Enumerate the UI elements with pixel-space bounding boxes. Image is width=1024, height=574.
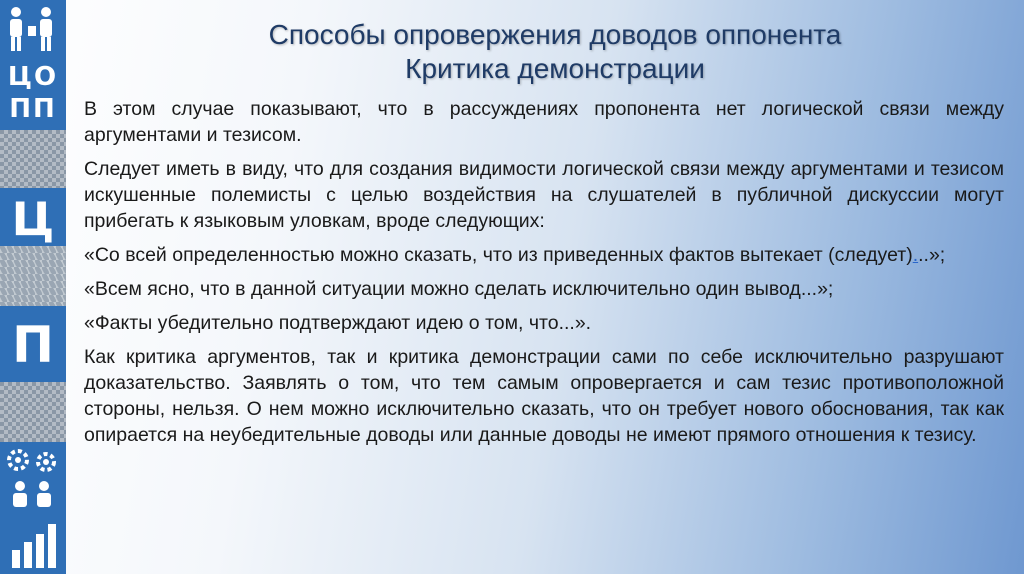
gears-tile (0, 442, 66, 514)
paragraph-6: Как критика аргументов, так и критика демонстрации сами по себе исключительно разрушают доказательство. Заявлять о том, что тем самым опровергается и сам тезис противоположной стороны, нельзя. О нем можно исключительно сказать, что он требует нового обоснования, так как опирается на неубедительные доводы или данные доводы не имеют прямого отношения к тезису. (84, 346, 1004, 446)
people-icon (0, 0, 66, 58)
people-icon-tile (0, 0, 66, 58)
bar-chart-icon (0, 514, 66, 574)
paragraph-3-text: «Со всей определенностью можно сказать, что из приведенных фактов вытекает (следует) (84, 244, 913, 266)
logo-letters-bottom: ПП (9, 94, 57, 124)
paragraph-1: В этом случае показывают, что в рассуждениях пропонента нет логической связи между аргументами и тезисом. (84, 98, 1004, 146)
sidebar (0, 0, 66, 574)
letter-tile-1 (0, 188, 66, 246)
big-letter-2: П (12, 316, 54, 374)
paragraph-3-tail: ..»; (918, 244, 946, 266)
title-line-2: Критика демонстрации (405, 53, 705, 84)
pattern-tile-3 (0, 382, 66, 442)
paragraph-4: «Всем ясно, что в данной ситуации можно сделать исключительно один вывод...»; (84, 278, 834, 300)
paragraph-5: «Факты убедительно подтверждают идею о том, что...». (84, 312, 592, 334)
pattern-tile-1 (0, 130, 66, 188)
pattern-tile-2 (0, 246, 66, 306)
slide-body (84, 96, 1004, 456)
chart-tile (0, 514, 66, 574)
paragraph-3-link[interactable]: . (912, 244, 919, 266)
title-line-1: Способы опровержения доводов оппонента (268, 19, 842, 50)
paragraph-3 (84, 242, 1004, 268)
paragraph-2: Следует иметь в виду, что для создания видимости логической связи между аргументами и тезисом искушенные полемисты с целью воздействия на слушателей в публичной дискуссии могут прибегать к языковым уловкам, вроде следующих: (84, 158, 1004, 232)
big-letter-1: Ц (11, 192, 55, 246)
letter-tile-2 (0, 306, 66, 382)
gears-people-icon (0, 442, 66, 514)
logo-letters-top: ЦО (7, 62, 59, 92)
logo-tile (0, 58, 66, 130)
slide-title (90, 18, 1020, 86)
